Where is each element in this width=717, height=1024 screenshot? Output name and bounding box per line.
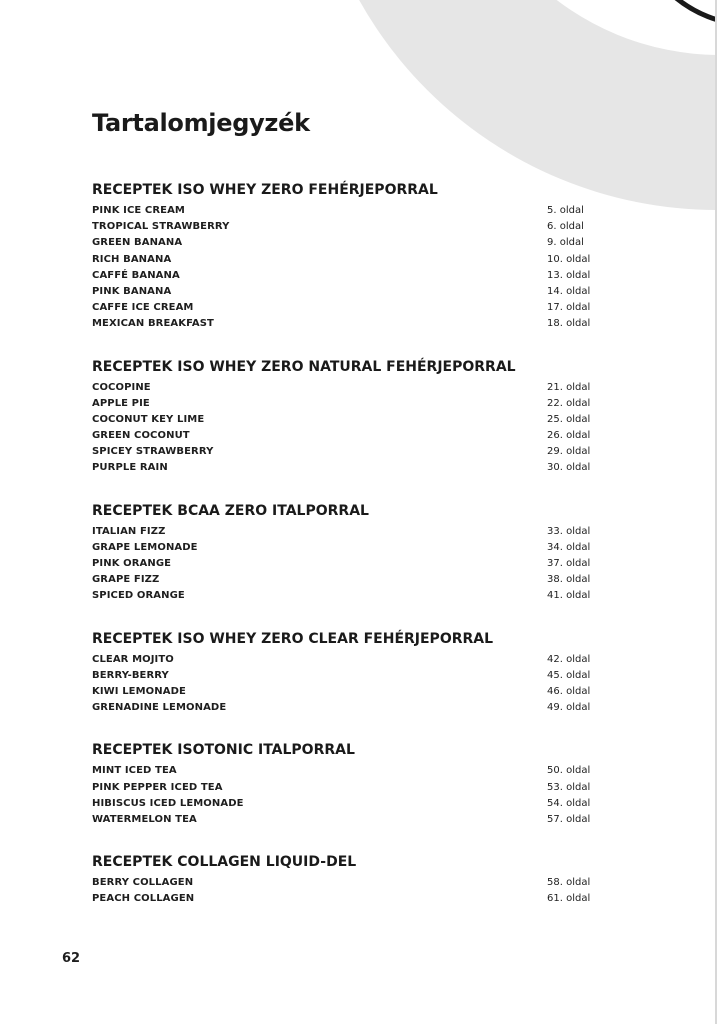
section-title: RECEPTEK ISOTONIC ITALPORRAL: [92, 742, 355, 759]
entry-page: 26. oldal: [547, 430, 591, 442]
section-title: RECEPTEK ISO WHEY ZERO CLEAR FEHÉRJEPORRAL: [92, 630, 494, 647]
entry-name: HIBISCUS ICED LEMONADE: [92, 797, 244, 809]
entry-name: KIWI LEMONADE: [92, 685, 186, 697]
entry-name: PINK BANANA: [92, 285, 172, 297]
entry-name: MINT ICED TEA: [92, 765, 177, 777]
entry-name: MEXICAN BREAKFAST: [92, 318, 214, 330]
toc-entry[interactable]: [92, 203, 612, 219]
toc-section-iso-whey-zero-natural: [92, 357, 612, 477]
entry-name: PEACH COLLAGEN: [92, 893, 195, 905]
toc-section-bcaa-zero: [92, 501, 612, 605]
entry-page: 57. oldal: [547, 813, 591, 825]
toc-entry[interactable]: [92, 763, 612, 779]
entry-page: 10. oldal: [547, 253, 591, 265]
entry-page: 14. oldal: [547, 285, 591, 297]
entry-name: ITALIAN FIZZ: [92, 525, 166, 537]
toc-entry[interactable]: [92, 668, 612, 684]
toc-entry[interactable]: [92, 524, 612, 540]
toc-entry[interactable]: [92, 588, 612, 604]
entry-page: 17. oldal: [547, 302, 591, 314]
toc-entry[interactable]: [92, 652, 612, 668]
entry-name: PINK PEPPER ICED TEA: [92, 781, 223, 793]
entry-page: 54. oldal: [547, 797, 591, 809]
entry-name: GRENADINE LEMONADE: [92, 702, 227, 714]
toc-entry[interactable]: [92, 268, 612, 284]
entry-page: 9. oldal: [547, 237, 584, 249]
entry-name: GREEN BANANA: [92, 237, 183, 249]
toc-entry[interactable]: [92, 891, 612, 907]
entry-name: PURPLE RAIN: [92, 462, 168, 474]
toc-entry[interactable]: [92, 460, 612, 476]
toc-entry[interactable]: [92, 235, 612, 251]
toc-entry[interactable]: [92, 380, 612, 396]
toc-entry[interactable]: [92, 219, 612, 235]
entry-page: 29. oldal: [547, 446, 591, 458]
entry-name: CAFFE ICE CREAM: [92, 302, 194, 314]
entry-name: RICH BANANA: [92, 253, 172, 265]
entry-name: PINK ORANGE: [92, 558, 172, 569]
toc-entry[interactable]: [92, 780, 612, 796]
entry-name: SPICEY STRAWBERRY: [92, 446, 214, 458]
toc-entry[interactable]: [92, 428, 612, 444]
entry-name: TROPICAL STRAWBERRY: [92, 221, 230, 233]
toc-entry[interactable]: [92, 812, 612, 828]
entry-name: PINK ICE CREAM: [92, 205, 185, 216]
entry-page: 50. oldal: [547, 765, 591, 777]
toc-entry[interactable]: [92, 284, 612, 300]
entry-page: 58. oldal: [547, 877, 591, 889]
entry-page: 6. oldal: [547, 221, 584, 233]
entry-name: SPICED ORANGE: [92, 590, 185, 602]
entry-page: 42. oldal: [547, 653, 591, 665]
toc-entry[interactable]: [92, 796, 612, 812]
entry-name: BERRY-BERRY: [92, 669, 169, 681]
toc-section-iso-whey-zero: [92, 180, 612, 333]
entry-page: 41. oldal: [547, 590, 591, 602]
entry-page: 38. oldal: [547, 574, 591, 586]
toc-entry[interactable]: [92, 316, 612, 332]
entry-page: 25. oldal: [547, 413, 591, 425]
toc-entry[interactable]: [92, 444, 612, 460]
entry-page: 34. oldal: [547, 541, 591, 553]
entry-page: 18. oldal: [547, 318, 591, 330]
toc-entry[interactable]: [92, 875, 612, 891]
toc-entry[interactable]: [92, 684, 612, 700]
entry-name: COCONUT KEY LIME: [92, 413, 205, 425]
toc-entry[interactable]: [92, 396, 612, 412]
toc-section-isotonic: [92, 740, 612, 828]
section-title: RECEPTEK ISO WHEY ZERO FEHÉRJEPORRAL: [92, 182, 438, 198]
entry-page: 22. oldal: [547, 397, 591, 409]
toc-section-collagen-liquid: [92, 852, 612, 907]
entry-name: WATERMELON TEA: [92, 813, 197, 825]
entry-name: CAFFÉ BANANA: [92, 269, 180, 281]
entry-page: 61. oldal: [547, 893, 591, 905]
entry-name: GRAPE FIZZ: [92, 574, 160, 586]
section-title: RECEPTEK BCAA ZERO ITALPORRAL: [92, 502, 369, 519]
toc-entry[interactable]: [92, 700, 612, 716]
page-number: 62: [62, 951, 81, 966]
table-of-contents: [92, 106, 612, 931]
entry-page: 21. oldal: [547, 381, 591, 393]
toc-entry[interactable]: [92, 412, 612, 428]
entry-page: 30. oldal: [547, 462, 591, 474]
entry-page: 49. oldal: [547, 702, 591, 714]
page-title: Tartalomjegyzék: [92, 109, 310, 137]
toc-entry[interactable]: [92, 252, 612, 268]
entry-name: GREEN COCONUT: [92, 430, 190, 442]
section-title: RECEPTEK COLLAGEN LIQUID-DEL: [92, 854, 357, 871]
toc-section-iso-whey-zero-clear: [92, 629, 612, 717]
entry-page: 33. oldal: [547, 525, 591, 537]
entry-page: 13. oldal: [547, 269, 591, 281]
toc-entry[interactable]: [92, 572, 612, 588]
entry-name: APPLE PIE: [92, 397, 150, 409]
entry-page: 46. oldal: [547, 685, 591, 697]
entry-page: 37. oldal: [547, 558, 591, 569]
entry-page: 45. oldal: [547, 669, 591, 681]
entry-name: BERRY COLLAGEN: [92, 877, 194, 889]
section-title: RECEPTEK ISO WHEY ZERO NATURAL FEHÉRJEPORRAL: [92, 358, 516, 375]
entry-name: GRAPE LEMONADE: [92, 541, 198, 553]
entry-page: 53. oldal: [547, 781, 591, 793]
toc-entry[interactable]: [92, 540, 612, 556]
entry-name: COCOPINE: [92, 381, 151, 393]
entry-page: 5. oldal: [547, 205, 584, 216]
toc-entry[interactable]: [92, 556, 612, 572]
entry-name: CLEAR MOJITO: [92, 653, 174, 665]
toc-entry[interactable]: [92, 300, 612, 316]
